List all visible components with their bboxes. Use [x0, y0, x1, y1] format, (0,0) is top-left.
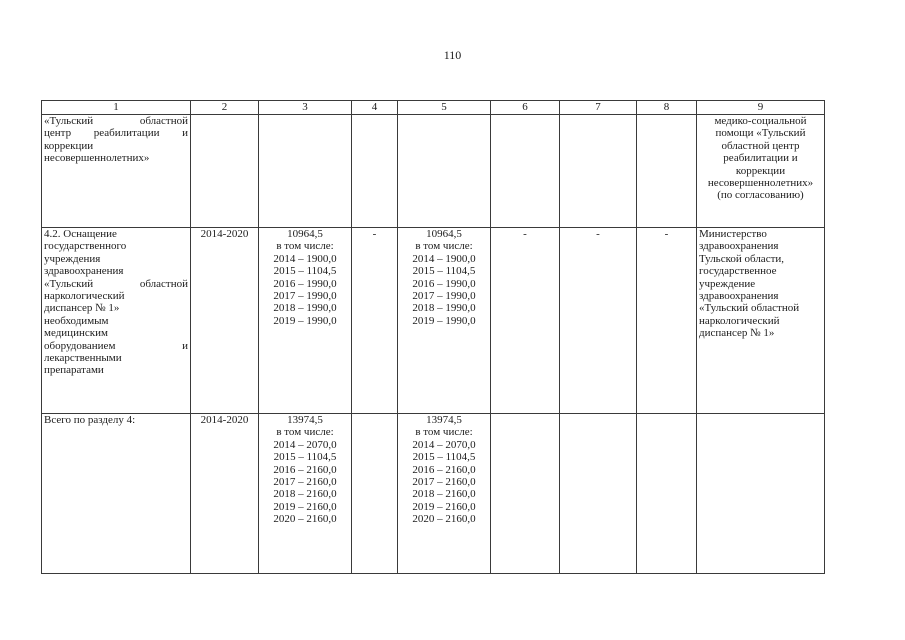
text-line: 2019 – 1990,0 [412, 314, 476, 327]
text-line: 2018 – 2160,0 [412, 488, 476, 501]
text-line: 13974,5 [426, 414, 462, 426]
dash-cell: - [491, 228, 560, 414]
dash-cell: - [560, 228, 637, 414]
text-line: наркологический [699, 314, 780, 327]
text-line: «Тульский областной [699, 302, 800, 315]
header-cell: 3 [259, 101, 352, 115]
text-line: препаратами [44, 364, 104, 377]
text-line: 2014 – 2070,0 [412, 438, 476, 451]
funding-regional-cell [398, 228, 491, 414]
text-line: «Тульский областной [44, 277, 188, 290]
empty-cell [191, 115, 259, 228]
dash-cell: - [637, 228, 697, 414]
text-line: Министерство [699, 228, 767, 240]
text-line: (по согласованию) [717, 189, 804, 202]
text-line: коррекции [44, 139, 94, 152]
dash-cell: - [352, 228, 398, 414]
text-line: в том числе: [415, 426, 473, 439]
text-line: 2014 – 2070,0 [273, 438, 337, 451]
measure-name-cell [42, 115, 191, 228]
text-line: 2017 – 2160,0 [412, 476, 476, 489]
empty-cell [560, 414, 637, 574]
funding-regional-cell [398, 414, 491, 574]
text-line: диспансер № 1» [699, 327, 775, 340]
text-line: 2015 – 1104,5 [412, 451, 476, 464]
text-line: 2018 – 2160,0 [273, 488, 337, 501]
text-line: 2018 – 1990,0 [412, 302, 476, 315]
text-line: медицинским [44, 327, 108, 340]
text-line: диспансер № 1» [44, 302, 120, 315]
text-line: необходимым [44, 314, 109, 327]
text-line: 2020 – 2160,0 [412, 513, 476, 526]
header-cell: 5 [398, 101, 491, 115]
table-row [42, 228, 825, 414]
text-line: здравоохранения [44, 265, 124, 278]
text-line: здравоохранения [699, 240, 779, 253]
text-line: в том числе: [415, 240, 473, 253]
section-total-label: Всего по разделу 4: [42, 414, 191, 574]
text-line: 2016 – 1990,0 [412, 277, 476, 290]
text-line: «Тульский областной [44, 115, 188, 127]
text-line: лекарственными [44, 352, 122, 365]
text-line: 2014 – 1900,0 [412, 252, 476, 265]
text-line: областной центр [721, 139, 800, 152]
executor-cell [697, 115, 825, 228]
text-line: 2017 – 1990,0 [412, 290, 476, 303]
text-line: 2018 – 1990,0 [273, 302, 337, 315]
text-line: здравоохранения [699, 290, 779, 303]
text-line: 4.2. Оснащение [44, 228, 117, 240]
text-line: 2015 – 1104,5 [273, 451, 337, 464]
funding-total-cell [259, 228, 352, 414]
text-line: Тульской области, [699, 252, 785, 265]
page-number: 110 [443, 48, 462, 62]
empty-cell [637, 115, 697, 228]
header-cell: 6 [491, 101, 560, 115]
empty-cell [259, 115, 352, 228]
text-line: несовершеннолетних» [44, 152, 150, 165]
text-line: 2015 – 1104,5 [273, 265, 337, 278]
text-line: медико-социальной [714, 115, 807, 127]
header-cell: 1 [42, 101, 191, 115]
text-line: 2016 – 2160,0 [412, 463, 476, 476]
text-line: 2019 – 1990,0 [273, 314, 337, 327]
text-line: 2016 – 1990,0 [273, 277, 337, 290]
period-cell: 2014-2020 [191, 228, 259, 414]
text-line: 2019 – 2160,0 [412, 500, 476, 513]
text-line: 2017 – 1990,0 [273, 290, 337, 303]
measure-name-cell [42, 228, 191, 414]
table-row-total [42, 414, 825, 574]
text-line: 2019 – 2160,0 [273, 500, 337, 513]
text-line: 2016 – 2160,0 [273, 463, 337, 476]
text-line: центр реабилитации и [44, 127, 188, 140]
text-line: учреждения [44, 252, 101, 265]
text-line: реабилитации и [723, 152, 798, 165]
header-cell: 4 [352, 101, 398, 115]
text-line: оборудованием и [44, 339, 188, 352]
header-row [42, 101, 825, 115]
header-cell: 2 [191, 101, 259, 115]
empty-cell [352, 414, 398, 574]
header-cell: 7 [560, 101, 637, 115]
period-cell: 2014-2020 [191, 414, 259, 574]
text-line: государственного [44, 240, 127, 253]
executor-cell [697, 228, 825, 414]
funding-total-cell [259, 414, 352, 574]
text-line: 10964,5 [287, 228, 323, 240]
text-line: коррекции [735, 164, 786, 177]
text-line: наркологический [44, 290, 125, 303]
text-line: учреждение [699, 277, 756, 290]
text-line: в том числе: [276, 426, 334, 439]
text-line: 2014 – 1900,0 [273, 252, 337, 265]
text-line: 2015 – 1104,5 [412, 265, 476, 278]
empty-cell [491, 414, 560, 574]
text-line: 13974,5 [287, 414, 323, 426]
table-row [42, 115, 825, 228]
text-line: 10964,5 [426, 228, 462, 240]
text-line: несовершеннолетних» [707, 177, 814, 190]
empty-cell [491, 115, 560, 228]
text-line: 2017 – 2160,0 [273, 476, 337, 489]
text-line: в том числе: [276, 240, 334, 253]
empty-cell [697, 414, 825, 574]
text-line: помощи «Тульский [715, 127, 806, 140]
header-cell: 9 [697, 101, 825, 115]
header-cell: 8 [637, 101, 697, 115]
text-line: государственное [699, 265, 777, 278]
text-line: 2020 – 2160,0 [273, 513, 337, 526]
empty-cell [352, 115, 398, 228]
empty-cell [637, 414, 697, 574]
empty-cell [398, 115, 491, 228]
empty-cell [560, 115, 637, 228]
program-table [41, 100, 825, 574]
